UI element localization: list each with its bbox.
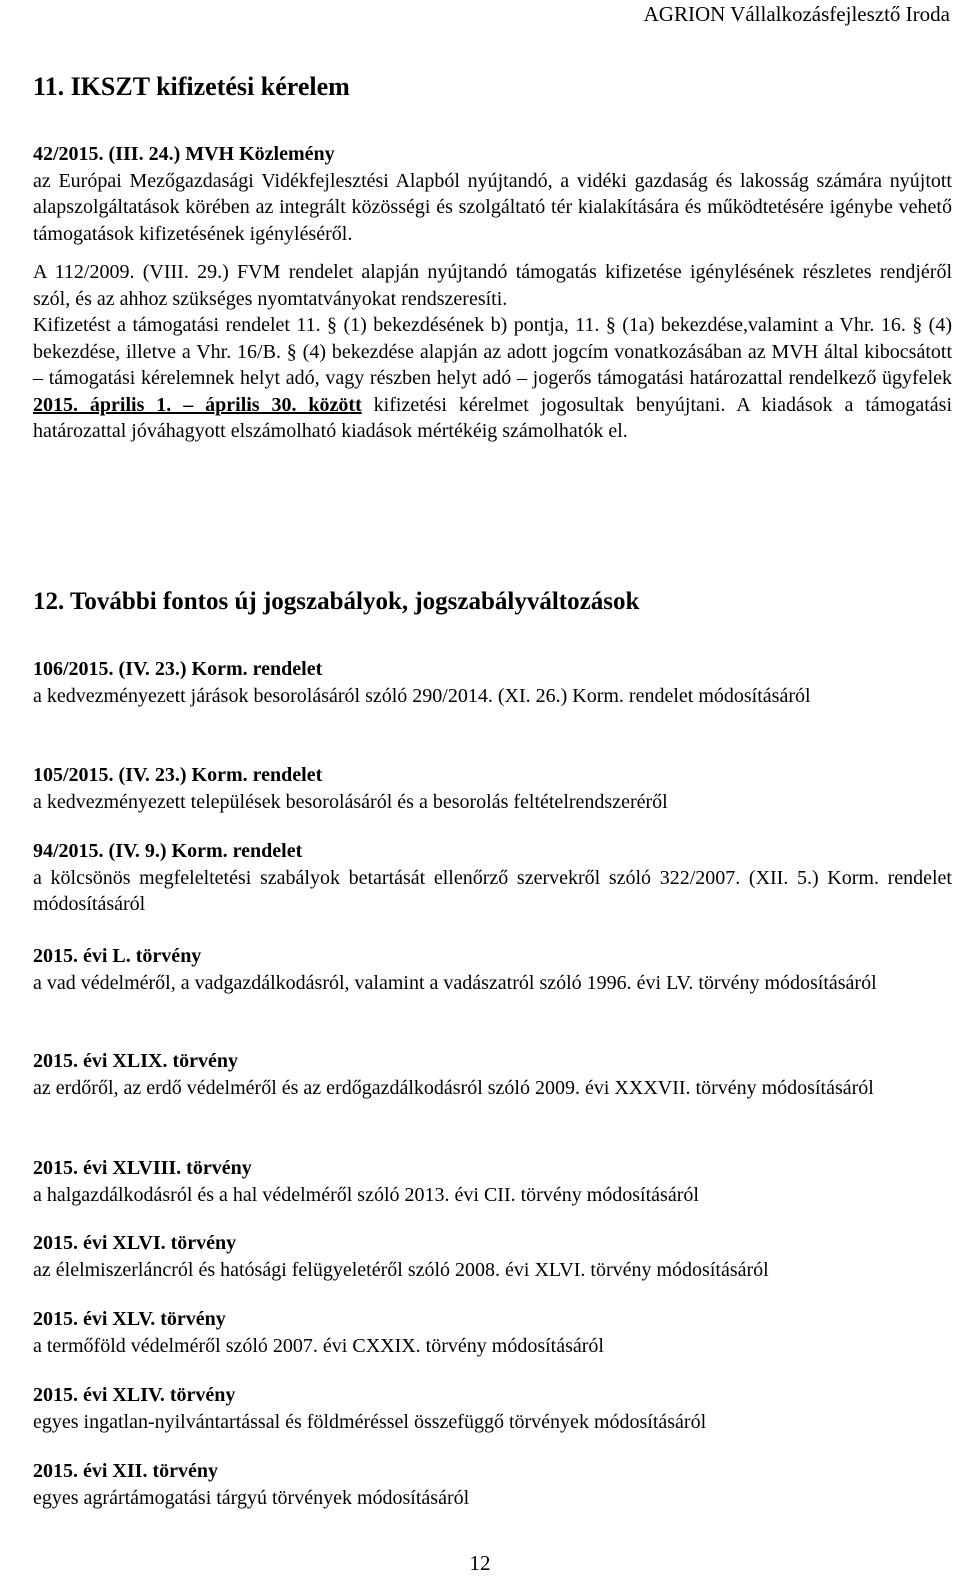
law-item-desc: a kölcsönös megfeleltetési szabályok betartását ellenőrző szervekről szóló 322/2007. (XII. 5.) Korm. rendelet módosításáról <box>33 866 952 915</box>
law-item <box>33 1048 952 1101</box>
announcement-body: az Európai Mezőgazdasági Vidékfejlesztési Alapból nyújtandó, a vidéki gazdaság és lakosság számára nyújtott alapszolgáltatások körében az integrált közösségi és szolgáltató tér kialakítására és működtetésére igénybe vehető támogatások kifizetésének igényléséről. <box>33 169 952 245</box>
law-item-title: 2015. évi XLIX. törvény <box>33 1050 238 1072</box>
page-number: 12 <box>469 1551 491 1575</box>
section-11-title: 11. IKSZT kifizetési kérelem <box>33 72 350 101</box>
law-item <box>33 943 952 996</box>
law-item <box>33 656 952 709</box>
law-item-desc: egyes ingatlan-nyilvántartással és földméréssel összefüggő törvények módosításáról <box>33 1410 707 1433</box>
law-item-title: 2015. évi XLV. törvény <box>33 1308 226 1330</box>
law-item <box>33 762 952 815</box>
paragraph-3-a: Kifizetést a támogatási rendelet 11. § (1) bekezdésének b) pontja, 11. § (1a) bekezdése,valamint a Vhr. 16. § (4) bekezdése, illetve a Vhr. 16/B. § (4) bekezdése alapján az adott jogcím vonatkozásában az MVH által kibocsátott – támogatási kérelemnek helyt adó, vagy részben helyt adó – jogerős támogatási határozattal rendelkező ügyfelek <box>33 314 952 389</box>
law-item <box>33 1382 952 1435</box>
law-item <box>33 1155 952 1208</box>
law-item-title: 2015. évi XII. törvény <box>33 1460 218 1482</box>
paragraph-3-b: kifizetési kérelmet jogosultak benyújtani. A kiadások a támogatási határozattal jóváhagyott elszámolható kiadások mértékéig számolhatók el. <box>33 393 952 442</box>
law-item-desc: a vad védelméről, a vadgazdálkodásról, valamint a vadászatról szóló 1996. évi LV. törvény módosításáról <box>33 971 877 994</box>
section-11-body <box>33 141 952 445</box>
law-item-desc: a termőföld védelméről szóló 2007. évi CXXIX. törvény módosításáról <box>33 1334 604 1357</box>
law-item-title: 106/2015. (IV. 23.) Korm. rendelet <box>33 658 323 680</box>
law-item-desc: az erdőről, az erdő védelméről és az erdőgazdálkodásról szóló 2009. évi XXXVII. törvény módosításáról <box>33 1076 874 1099</box>
law-item-desc: a kedvezményezett települések besorolásáról és a besorolás feltételrendszeréről <box>33 790 668 813</box>
section-12-title: 12. További fontos új jogszabályok, jogszabályváltozások <box>33 588 640 615</box>
law-item-title: 2015. évi XLIV. törvény <box>33 1384 236 1406</box>
law-item <box>33 1458 952 1511</box>
law-item-title: 2015. évi XLVI. törvény <box>33 1232 237 1254</box>
law-item-title: 94/2015. (IV. 9.) Korm. rendelet <box>33 840 303 862</box>
law-item-title: 105/2015. (IV. 23.) Korm. rendelet <box>33 764 323 786</box>
law-item-desc: egyes agrártámogatási tárgyú törvények módosításáról <box>33 1486 470 1509</box>
law-item-desc: a halgazdálkodásról és a hal védelméről szóló 2013. évi CII. törvény módosításáról <box>33 1183 699 1206</box>
law-item-title: 2015. évi L. törvény <box>33 945 202 967</box>
paragraph-3-dates: 2015. április 1. – április 30. között <box>33 393 362 416</box>
law-item <box>33 1230 952 1283</box>
paragraph-3 <box>33 312 952 445</box>
law-item-title: 2015. évi XLVIII. törvény <box>33 1157 252 1179</box>
announcement-title: 42/2015. (III. 24.) MVH Közlemény <box>33 143 335 165</box>
law-item-desc: az élelmiszerláncról és hatósági felügyeletéről szóló 2008. évi XLVI. törvény módosításáról <box>33 1258 769 1281</box>
law-item <box>33 838 952 918</box>
header-org: AGRION Vállalkozásfejlesztő Iroda <box>643 2 950 26</box>
paragraph-2: A 112/2009. (VIII. 29.) FVM rendelet alapján nyújtandó támogatás kifizetése igénylésének részletes rendjéről szól, és az ahhoz szükséges nyomtatványokat rendszeresíti. <box>33 261 952 310</box>
law-item-desc: a kedvezményezett járások besorolásáról szóló 290/2014. (XI. 26.) Korm. rendelet módosításáról <box>33 684 811 707</box>
law-item <box>33 1306 952 1359</box>
